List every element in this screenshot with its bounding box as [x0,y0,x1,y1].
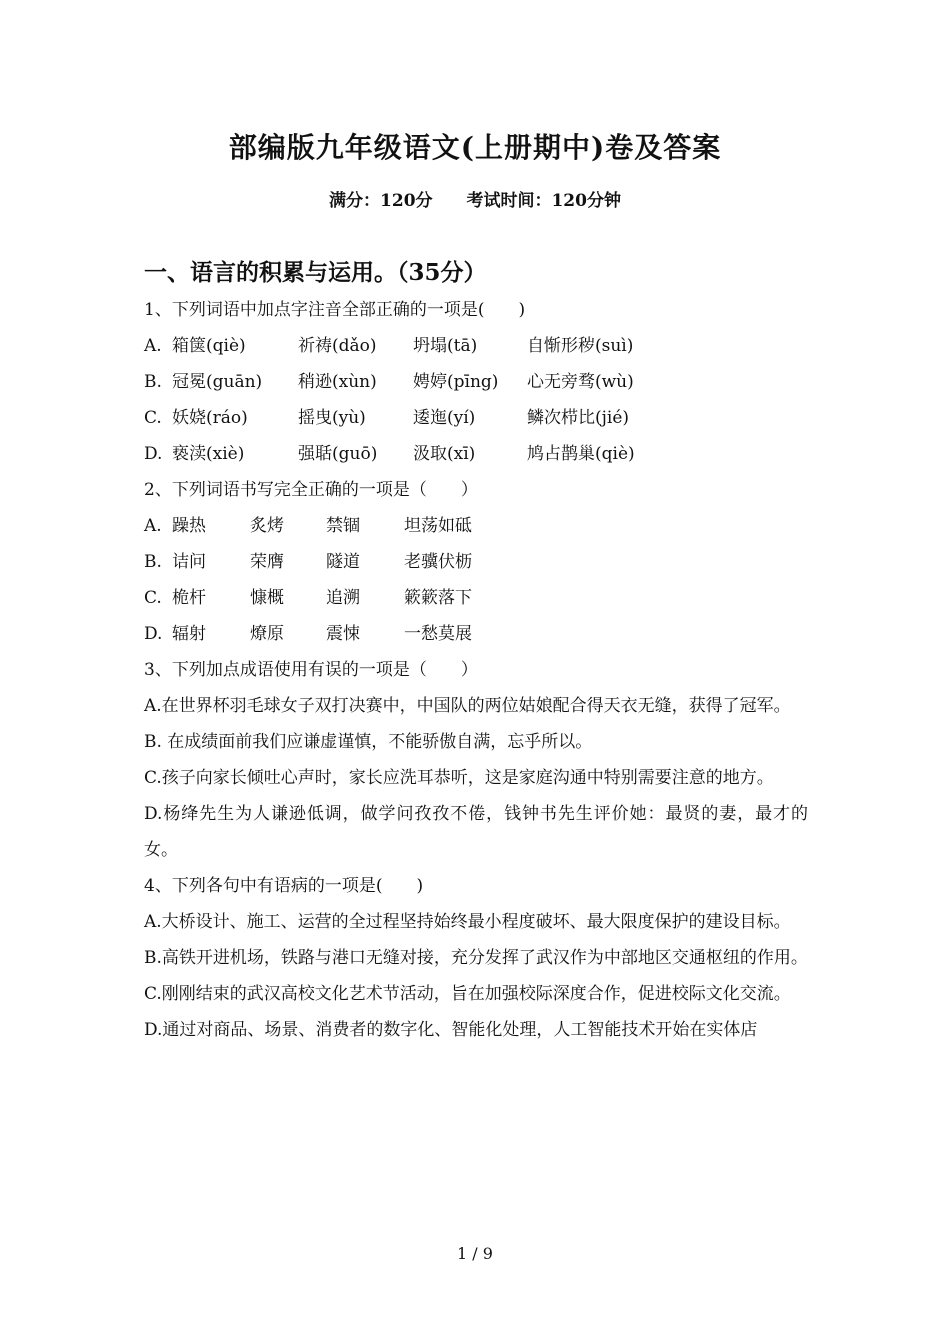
option-label: D. [144,444,163,464]
option-item: 汲取(xī) [413,444,476,464]
option-item: 追溯 [326,588,360,608]
option-label: B. [144,552,162,572]
option-text: A.大桥设计、施工、运营的全过程坚持始终最小程度破坏、最大限度保护的建设目标。 [144,912,791,932]
option-item: 隧道 [326,552,360,572]
option-row [144,400,808,436]
question-stem: 4、下列各句中有语病的一项是( ) [144,876,424,896]
option-item: 鳞次栉比(jié) [527,408,630,428]
exam-time: 考试时间：120分钟 [466,191,621,211]
questions [144,292,808,1048]
option-text: C.刚刚结束的武汉高校文化艺术节活动，旨在加强校际深度合作，促进校际文化交流。 [144,984,791,1004]
option-label: C. [144,588,162,608]
option-text: B. 在成绩面前我们应谦虚谨慎，不能骄傲自满，忘乎所以。 [144,732,593,752]
question-stem: 1、下列词语中加点字注音全部正确的一项是( ) [144,300,526,320]
option-item: 冠冕(guān) [172,372,263,392]
option-text: D.杨绛先生为人谦逊低调，做学问孜孜不倦，钱钟书先生评价她：最贤的妻，最才的女。 [144,804,808,860]
option-row [144,328,808,364]
option-label: A. [144,516,162,536]
option-row [144,616,808,652]
option-row [144,580,808,616]
option-item: 亵渎(xiè) [172,444,245,464]
option-item: 荣膺 [250,552,284,572]
option-item: 燎原 [250,624,284,644]
option-text: A.在世界杯羽毛球女子双打决赛中，中国队的两位姑娘配合得天衣无缝，获得了冠军。 [144,696,791,716]
option-item: 躁热 [172,516,206,536]
option-item: 箱箧(qiè) [172,336,246,356]
option-item: 诘问 [172,552,206,572]
option-row [144,544,808,580]
option-text: C.孩子向家长倾吐心声时，家长应洗耳恭听，这是家庭沟通中特别需要注意的地方。 [144,768,774,788]
option-row [144,436,808,472]
option-label: A. [144,336,162,356]
option-item: 摇曳(yù) [298,408,366,428]
option-item: 自惭形秽(suì) [527,336,634,356]
option-item: 坍塌(tā) [413,336,478,356]
exam-info [0,186,950,211]
option-item: 一愁莫展 [404,624,472,644]
option-text: D.通过对商品、场景、消费者的数字化、智能化处理，人工智能技术开始在实体店 [144,1020,758,1040]
option-row [144,364,808,400]
option-item: 震悚 [326,624,360,644]
option-label: B. [144,372,162,392]
option-item: 炙烤 [250,516,284,536]
option-label: C. [144,408,162,428]
page-title: 部编版九年级语文(上册期中)卷及答案 [228,131,722,164]
option-item: 坦荡如砥 [404,516,472,536]
option-item: 禁锢 [326,516,360,536]
option-item: 妖娆(ráo) [172,408,248,428]
option-item: 桅杆 [172,588,206,608]
full-score: 满分：120分 [329,191,433,211]
option-item: 心无旁骛(wù) [527,372,634,392]
option-item: 逶迤(yí) [413,408,476,428]
option-item: 强聒(guō) [298,444,378,464]
option-item: 慷概 [250,588,284,608]
option-item: 鸠占鹊巢(qiè) [527,444,635,464]
option-item: 稍逊(xùn) [298,372,377,392]
question-stem: 2、下列词语书写完全正确的一项是（ ） [144,480,478,500]
option-text: B.高铁开进机场，铁路与港口无缝对接，充分发挥了武汉作为中部地区交通枢纽的作用。 [144,948,808,968]
option-label: D. [144,624,163,644]
option-item: 老骥伏枥 [404,552,472,572]
page-number: 1 / 9 [457,1244,493,1263]
option-item: 祈祷(dǎo) [298,336,377,356]
section-heading: 一、语言的积累与运用。（35分） [144,259,487,286]
option-item: 簌簌落下 [404,588,472,608]
option-item: 娉婷(pīng) [413,372,499,392]
option-row [144,508,808,544]
question-stem: 3、下列加点成语使用有误的一项是（ ） [144,660,478,680]
option-item: 辐射 [172,624,206,644]
